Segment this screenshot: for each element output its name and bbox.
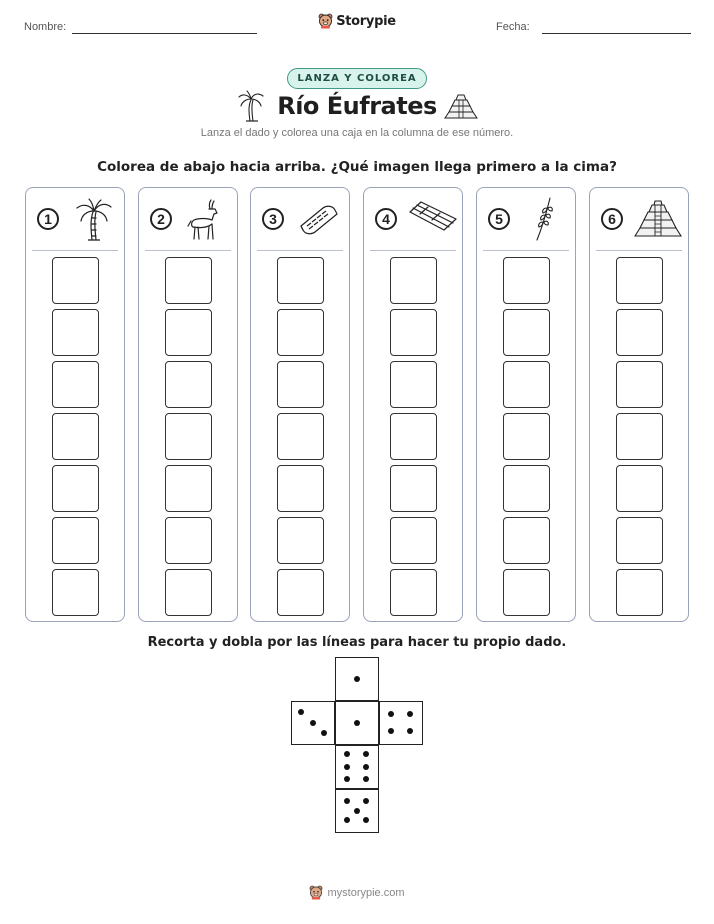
color-box[interactable] bbox=[277, 517, 324, 564]
die-pip bbox=[310, 720, 316, 726]
brand-name: Storypie bbox=[336, 13, 396, 29]
die-pip bbox=[298, 709, 304, 715]
die-face-3 bbox=[291, 701, 335, 745]
column-3 bbox=[250, 187, 350, 622]
color-box[interactable] bbox=[165, 569, 212, 616]
color-box[interactable] bbox=[52, 517, 99, 564]
color-box[interactable] bbox=[616, 413, 663, 460]
die-face-5 bbox=[335, 789, 379, 833]
palm-tree-icon bbox=[68, 196, 120, 242]
color-box[interactable] bbox=[616, 309, 663, 356]
color-box[interactable] bbox=[390, 361, 437, 408]
die-pip bbox=[363, 798, 369, 804]
date-line[interactable] bbox=[542, 33, 691, 34]
column-number: 6 bbox=[601, 208, 623, 230]
column-6 bbox=[589, 187, 689, 622]
date-label: Fecha: bbox=[496, 21, 530, 33]
color-box[interactable] bbox=[503, 309, 550, 356]
color-box[interactable] bbox=[52, 413, 99, 460]
color-box[interactable] bbox=[390, 517, 437, 564]
color-box[interactable] bbox=[277, 309, 324, 356]
brand-logo bbox=[0, 13, 714, 33]
color-box[interactable] bbox=[277, 413, 324, 460]
die-pip bbox=[344, 798, 350, 804]
color-box[interactable] bbox=[616, 517, 663, 564]
color-box[interactable] bbox=[277, 361, 324, 408]
name-line[interactable] bbox=[72, 33, 257, 34]
wheat-icon bbox=[519, 196, 571, 242]
color-box[interactable] bbox=[616, 465, 663, 512]
die-pip bbox=[344, 751, 350, 757]
color-box[interactable] bbox=[616, 361, 663, 408]
column-number: 3 bbox=[262, 208, 284, 230]
die-pip bbox=[344, 817, 350, 823]
column-number: 5 bbox=[488, 208, 510, 230]
activity-badge: LANZA Y COLOREA bbox=[287, 68, 426, 89]
die-instruction: Recorta y dobla por las líneas para hacer tu propio dado. bbox=[147, 635, 567, 650]
die-pip bbox=[344, 764, 350, 770]
ziggurat-icon bbox=[632, 196, 684, 242]
die-pip bbox=[344, 776, 350, 782]
footer bbox=[0, 885, 714, 904]
column-4 bbox=[363, 187, 463, 622]
color-box[interactable] bbox=[52, 361, 99, 408]
color-box[interactable] bbox=[165, 309, 212, 356]
instruction: Colorea de abajo hacia arriba. ¿Qué imagen llega primero a la cima? bbox=[97, 159, 617, 175]
color-box[interactable] bbox=[390, 257, 437, 304]
column-number: 4 bbox=[375, 208, 397, 230]
color-box[interactable] bbox=[616, 569, 663, 616]
color-box[interactable] bbox=[277, 465, 324, 512]
die-face-4 bbox=[379, 701, 423, 745]
die-face-1 bbox=[335, 701, 379, 745]
footer-url: mystorypie.com bbox=[327, 886, 405, 899]
die-pip bbox=[388, 711, 394, 717]
subtitle: Lanza el dado y colorea una caja en la columna de ese número. bbox=[200, 127, 514, 139]
die-pip bbox=[363, 751, 369, 757]
die-pip bbox=[354, 676, 360, 682]
color-box[interactable] bbox=[165, 257, 212, 304]
die-pip bbox=[363, 776, 369, 782]
die-pip bbox=[363, 817, 369, 823]
die-face-1 bbox=[335, 657, 379, 701]
color-box[interactable] bbox=[52, 465, 99, 512]
color-box[interactable] bbox=[277, 257, 324, 304]
die-pip bbox=[407, 711, 413, 717]
color-box[interactable] bbox=[52, 309, 99, 356]
page-title: Río Éufrates bbox=[277, 92, 437, 120]
column-number: 2 bbox=[150, 208, 172, 230]
name-label: Nombre: bbox=[24, 21, 67, 33]
bear-mascot-icon bbox=[309, 885, 323, 900]
column-number: 1 bbox=[37, 208, 59, 230]
die-face-6 bbox=[335, 745, 379, 789]
die-pip bbox=[407, 728, 413, 734]
gazelle-icon bbox=[181, 196, 233, 242]
color-box[interactable] bbox=[390, 569, 437, 616]
color-box[interactable] bbox=[165, 465, 212, 512]
color-box[interactable] bbox=[165, 361, 212, 408]
color-box[interactable] bbox=[503, 569, 550, 616]
color-box[interactable] bbox=[390, 465, 437, 512]
column-5 bbox=[476, 187, 576, 622]
color-box[interactable] bbox=[390, 413, 437, 460]
clay-tablet-icon bbox=[293, 196, 345, 242]
die-pip bbox=[354, 808, 360, 814]
color-box[interactable] bbox=[503, 465, 550, 512]
color-box[interactable] bbox=[165, 413, 212, 460]
die-pip bbox=[321, 730, 327, 736]
color-box[interactable] bbox=[503, 361, 550, 408]
reed-raft-icon bbox=[406, 196, 458, 242]
color-box[interactable] bbox=[503, 413, 550, 460]
bear-mascot-icon bbox=[318, 13, 333, 29]
color-box[interactable] bbox=[277, 569, 324, 616]
color-box[interactable] bbox=[503, 257, 550, 304]
color-box[interactable] bbox=[616, 257, 663, 304]
column-2 bbox=[138, 187, 238, 622]
ziggurat-icon bbox=[443, 92, 479, 120]
die-pip bbox=[363, 764, 369, 770]
color-box[interactable] bbox=[52, 257, 99, 304]
die-pip bbox=[388, 728, 394, 734]
column-1 bbox=[25, 187, 125, 622]
color-box[interactable] bbox=[503, 517, 550, 564]
color-box[interactable] bbox=[165, 517, 212, 564]
color-box[interactable] bbox=[390, 309, 437, 356]
die-pip bbox=[354, 720, 360, 726]
color-box[interactable] bbox=[52, 569, 99, 616]
